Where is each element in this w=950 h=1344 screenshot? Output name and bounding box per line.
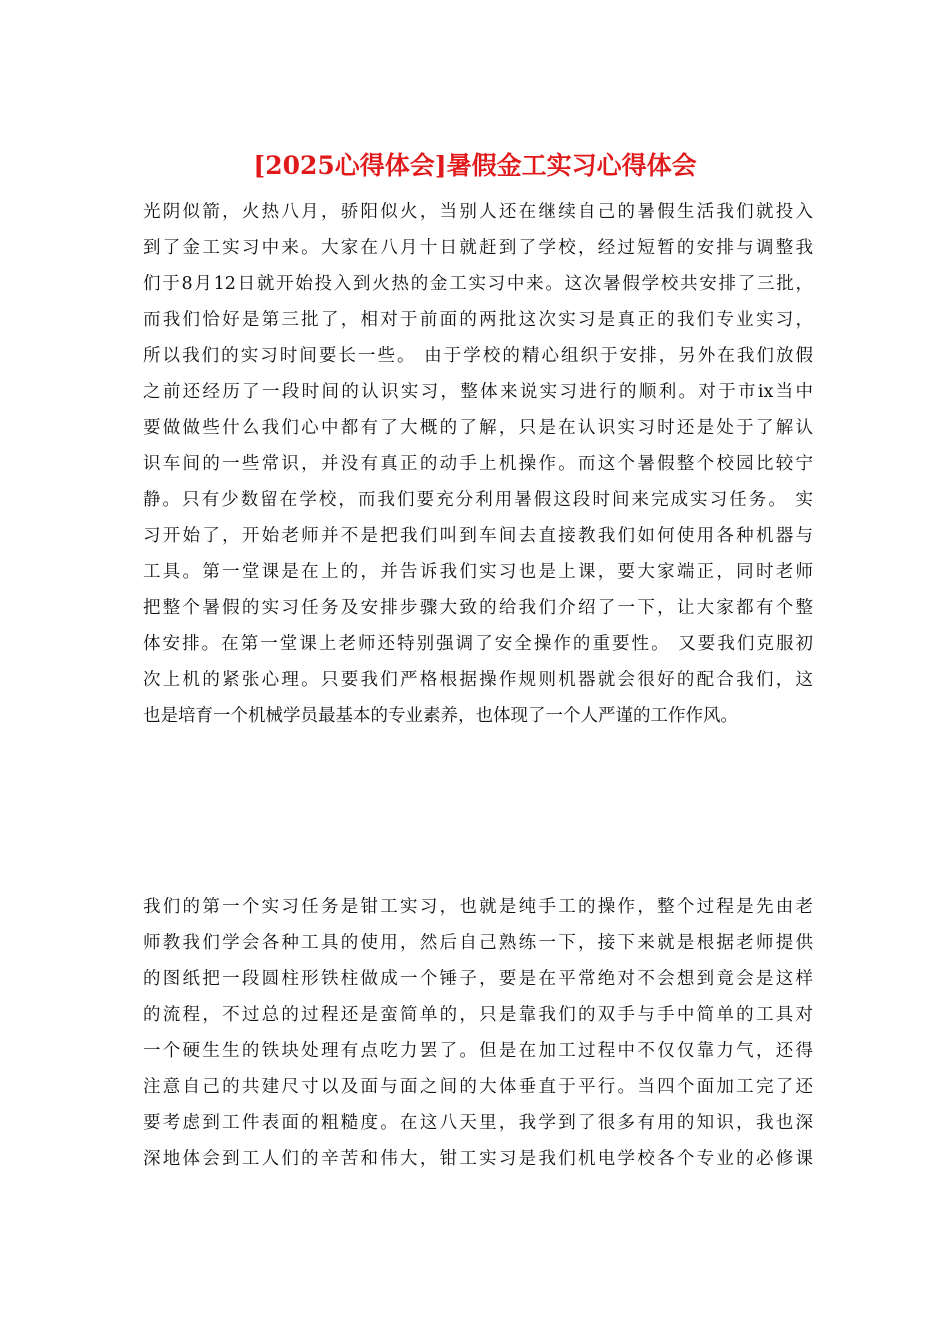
paragraph-1-line: 光阴似箭，火热八月，骄阳似火，当别人还在继续自己的暑假生活我们就投入: [143, 202, 813, 222]
paragraph-1-line: 所以我们的实习时间要长一些。 由于学校的精心组织于安排，另外在我们放假: [143, 346, 813, 366]
paragraph-2-line: 师教我们学会各种工具的使用，然后自己熟练一下，接下来就是根据老师提供: [143, 933, 813, 953]
document-title: [2025心得体会]暑假金工实习心得体会: [253, 151, 697, 180]
paragraph-2-line: 注意自己的共建尺寸以及面与面之间的大体垂直于平行。当四个面加工完了还: [143, 1077, 813, 1097]
paragraph-2-line: 我们的第一个实习任务是钳工实习，也就是纯手工的操作，整个过程是先由老: [143, 897, 813, 917]
paragraph-2-line: 深地体会到工人们的辛苦和伟大，钳工实习是我们机电学校各个专业的必修课: [143, 1149, 813, 1169]
paragraph-1-line: 静。只有少数留在学校，而我们要充分利用暑假这段时间来完成实习任务。 实: [143, 490, 813, 510]
paragraph-1-line: 工具。第一堂课是在上的，并告诉我们实习也是上课，要大家端正，同时老师: [143, 562, 813, 582]
paragraph-1-line: 识车间的一些常识，并没有真正的动手上机操作。而这个暑假整个校园比较宁: [143, 454, 813, 474]
paragraph-1-line: 次上机的紧张心理。只要我们严格根据操作规则机器就会很好的配合我们，这: [143, 670, 813, 690]
paragraph-1-line: 要做做些什么我们心中都有了大概的了解，只是在认识实习时还是处于了解认: [143, 418, 813, 438]
paragraph-2-line: 的流程，不过总的过程还是蛮简单的，只是靠我们的双手与手中简单的工具对: [143, 1005, 813, 1025]
paragraph-2-line: 一个硬生生的铁块处理有点吃力罢了。但是在加工过程中不仅仅靠力气，还得: [143, 1041, 813, 1061]
paragraph-2-line: 的图纸把一段圆柱形铁柱做成一个锤子，要是在平常绝对不会想到竟会是这样: [143, 969, 813, 989]
paragraph-1-line: 体安排。在第一堂课上老师还特别强调了安全操作的重要性。 又要我们克服初: [143, 634, 813, 654]
paragraph-1-line: 之前还经历了一段时间的认识实习，整体来说实习进行的顺利。对于市ix当中: [143, 382, 813, 402]
paragraph-1-line: 习开始了，开始老师并不是把我们叫到车间去直接教我们如何使用各种机器与: [143, 526, 813, 546]
paragraph-1-line: 而我们恰好是第三批了，相对于前面的两批这次实习是真正的我们专业实习，: [143, 310, 813, 330]
paragraph-1-line: 到了金工实习中来。大家在八月十日就赶到了学校，经过短暂的安排与调整我: [143, 238, 813, 258]
paragraph-2-line: 要考虑到工件表面的粗糙度。在这八天里，我学到了很多有用的知识，我也深: [143, 1113, 813, 1133]
paragraph-1-line: 们于8月12日就开始投入到火热的金工实习中来。这次暑假学校共安排了三批，: [143, 274, 813, 294]
paragraph-1-line: 把整个暑假的实习任务及安排步骤大致的给我们介绍了一下，让大家都有个整: [143, 598, 813, 618]
paragraph-1-line: 也是培育一个机械学员最基本的专业素养，也体现了一个人严谨的工作作风。: [143, 706, 738, 726]
